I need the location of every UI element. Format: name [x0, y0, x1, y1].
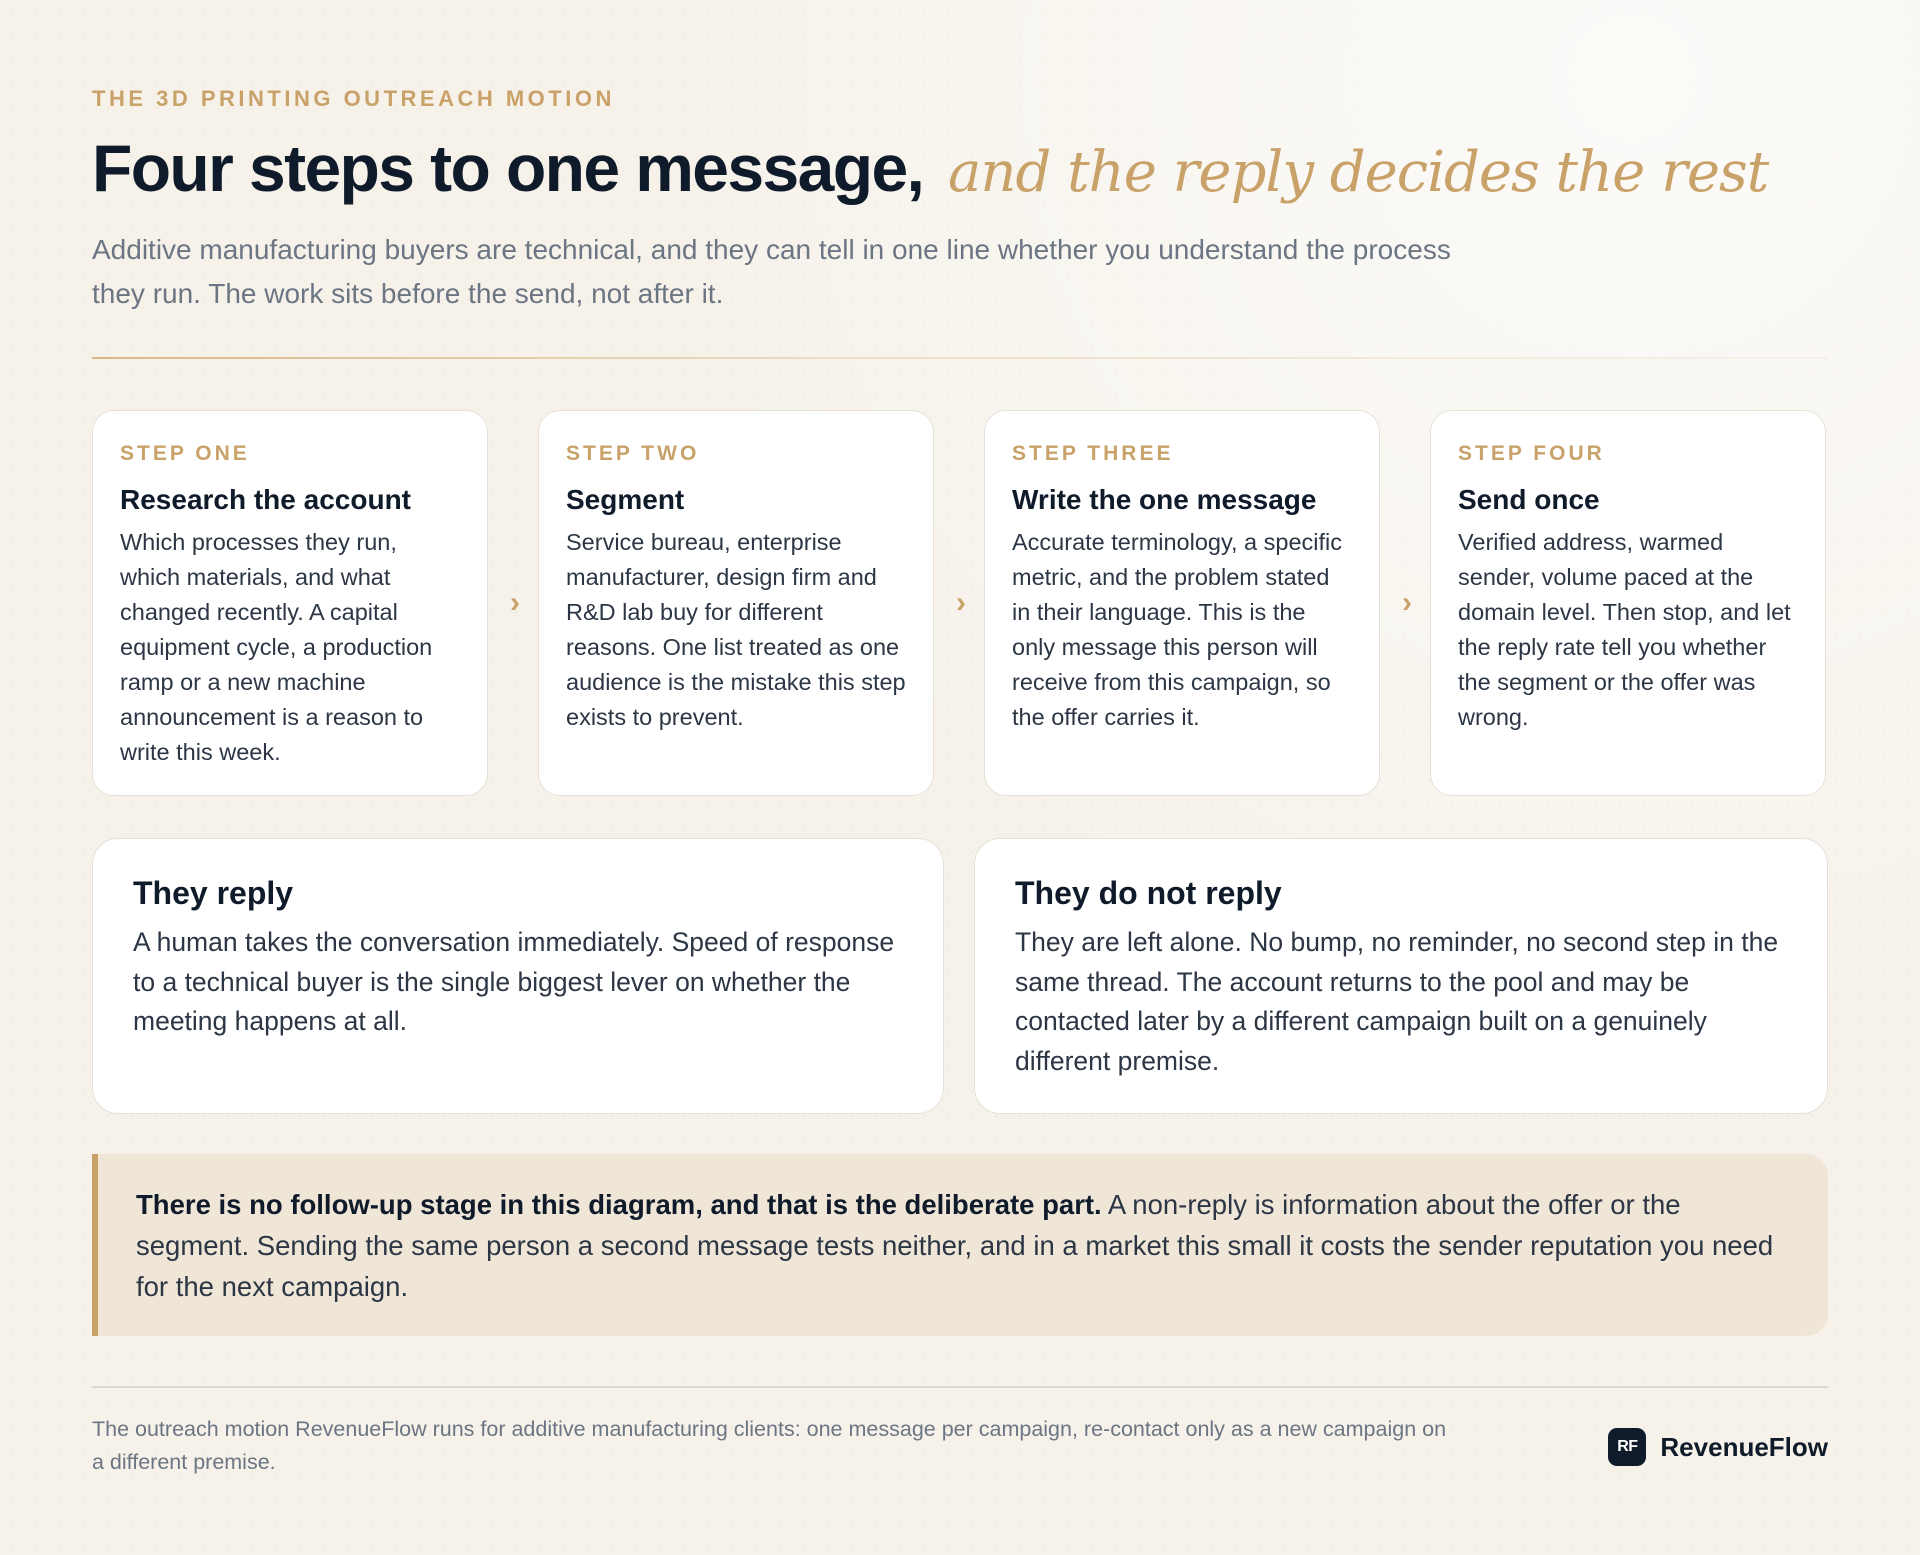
step-body: Verified address, warmed sender, volume paced at the domain level. Then stop, and let the reply rate tell you whether the segment or the offer was wrong. [1458, 529, 1791, 730]
step-label: STEP ONE [120, 442, 250, 465]
step-card-four [1430, 410, 1826, 796]
chevron-right-icon: › [1402, 586, 1412, 619]
brand-logo-icon: RF [1608, 1428, 1646, 1466]
headline-accent: and the reply decides the rest [948, 140, 1769, 205]
lede: Additive manufacturing buyers are technical, and they can tell in one line whether you understand the process they run. The work sits before the send, not after it. [92, 234, 1451, 309]
step-title: Write the one message [1012, 484, 1317, 515]
outcome-title: They do not reply [1015, 875, 1282, 911]
step-title: Research the account [120, 484, 411, 515]
step-body: Service bureau, enterprise manufacturer, design firm and R&D lab buy for different reasons. One list treated as one audience is the mistake this step exists to prevent. [566, 529, 906, 730]
outcome-title: They reply [133, 875, 294, 911]
eyebrow: THE 3D PRINTING OUTREACH MOTION [92, 86, 615, 111]
step-label: STEP TWO [566, 442, 700, 465]
step-card-two [538, 410, 934, 796]
step-card-one [92, 410, 488, 796]
step-label: STEP THREE [1012, 442, 1174, 465]
step-title: Segment [566, 484, 685, 515]
outcome-body: A human takes the conversation immediately. Speed of response to a technical buyer is the single biggest lever on whether the meeting happens at all. [133, 927, 895, 1036]
headline [92, 128, 1768, 213]
outcome-body: They are left alone. No bump, no reminder, no second step in the same thread. The account returns to the pool and may be contacted later by a different campaign built on a genuinely different premise. [1015, 927, 1779, 1076]
brand-name: RevenueFlow [1660, 1431, 1828, 1462]
steps-row [92, 410, 1828, 798]
chevron-right-icon: › [956, 586, 966, 619]
step-body: Accurate terminology, a specific metric, and the problem stated in their language. This is the only message this person will receive from this campaign, so the offer carries it. [1012, 529, 1343, 730]
step-body: Which processes they run, which materials, and what changed recently. A capital equipment cycle, a production ramp or a new machine announcement is a reason to write this week. [120, 529, 433, 765]
chevron-right-icon: › [510, 586, 520, 619]
callout-note [92, 1154, 1828, 1336]
callout-body: A non-reply is information about the offer or the segment. Sending the same person a second message tests neither, and in a market this small it costs the sender reputation you need for the next campaign. [136, 1189, 1774, 1302]
outcome-card-reply [92, 838, 944, 1114]
step-label: STEP FOUR [1458, 442, 1605, 465]
header-divider [92, 357, 1828, 359]
outcome-card-no-reply [974, 838, 1828, 1114]
brand [1608, 1428, 1828, 1466]
step-card-three [984, 410, 1380, 796]
footer-divider [92, 1386, 1828, 1388]
step-title: Send once [1458, 484, 1600, 515]
headline-main: Four steps to one message, [92, 131, 924, 205]
footer-text: The outreach motion RevenueFlow runs for additive manufacturing clients: one message per campaign, re-contact only as a new campaign on a different premise. [92, 1417, 1447, 1474]
callout-lead: There is no follow-up stage in this diagram, and that is the deliberate part. [136, 1189, 1102, 1220]
